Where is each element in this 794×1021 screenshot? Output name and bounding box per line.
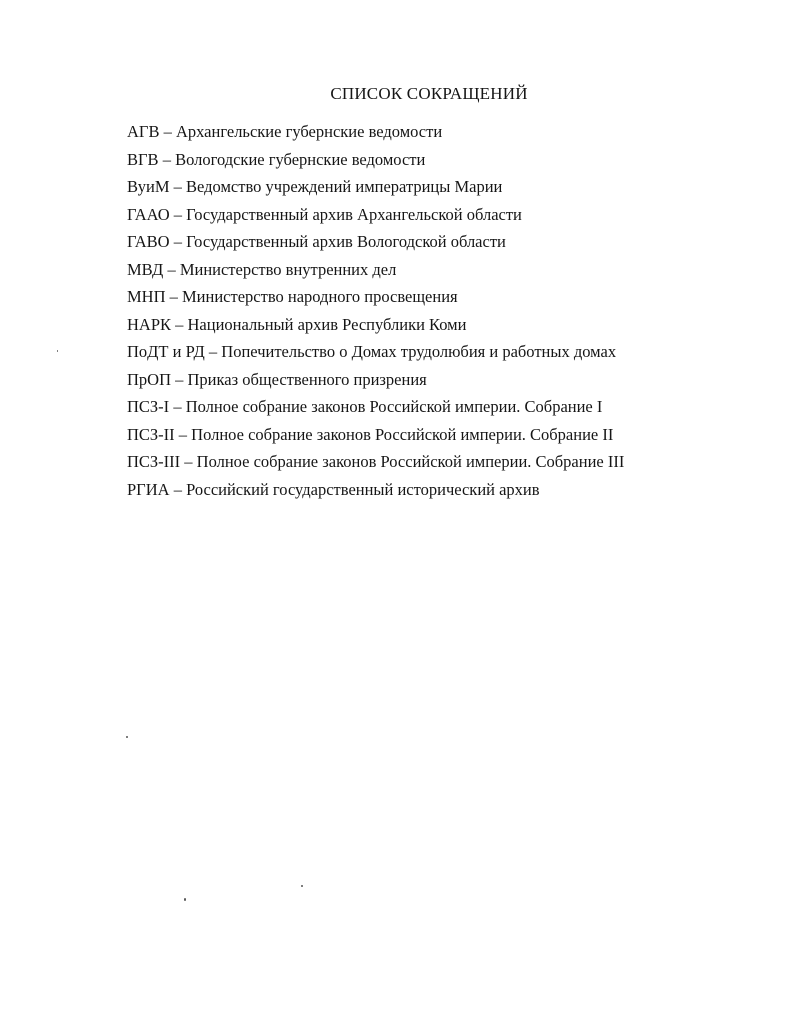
page-title: СПИСОК СОКРАЩЕНИЙ	[330, 84, 528, 103]
abbreviation: АГВ	[127, 122, 160, 141]
abbreviation-entry	[127, 146, 624, 174]
separator: –	[171, 369, 188, 389]
abbreviation: ПСЗ-III	[127, 452, 181, 471]
scan-speck	[126, 736, 128, 738]
abbreviation: ПоДТ и РД	[127, 342, 205, 361]
abbreviation-entry	[127, 173, 624, 201]
abbreviation-entry	[127, 366, 624, 394]
scan-speck	[57, 350, 58, 352]
abbreviation-entry	[127, 256, 624, 284]
abbreviation-list	[127, 118, 624, 503]
abbreviation-entry	[127, 118, 624, 146]
abbreviation-definition: Ведомство учреждений императрицы Марии	[186, 177, 503, 196]
abbreviation-definition: Российский государственный исторический архив	[186, 479, 540, 499]
abbreviation-entry	[127, 421, 624, 449]
abbreviation: ВГВ	[127, 149, 159, 169]
abbreviation-definition: Полное собрание законов Российской империи. Собрание II	[191, 424, 614, 444]
separator: –	[169, 204, 187, 224]
separator: –	[158, 149, 176, 169]
abbreviation-entry	[127, 448, 624, 476]
separator: –	[204, 342, 222, 361]
abbreviation: РГИА	[127, 479, 170, 499]
scan-speck	[301, 885, 303, 887]
abbreviation: НАРК	[127, 314, 172, 334]
abbreviation-definition: Приказ общественного призрения	[187, 369, 427, 389]
abbreviation-entry	[127, 393, 624, 421]
abbreviation-definition: Министерство внутренних дел	[179, 259, 397, 279]
abbreviation-entry	[127, 201, 624, 229]
separator: –	[159, 122, 176, 141]
abbreviation-entry	[127, 228, 624, 256]
abbreviation-definition: Государственный архив Вологодской области	[186, 232, 506, 251]
abbreviation: МНП	[127, 287, 166, 306]
abbreviation-definition: Полное собрание законов Российской империи. Собрание I	[185, 397, 603, 416]
separator: –	[169, 479, 187, 499]
abbreviation: ПрОП	[127, 369, 171, 389]
abbreviation-definition: Полное собрание законов Российской империи. Собрание III	[196, 452, 625, 471]
abbreviation: ПСЗ-I	[127, 397, 170, 416]
separator: –	[163, 259, 180, 279]
separator: –	[174, 424, 192, 444]
abbreviation: ВуиМ	[127, 177, 170, 196]
abbreviation-definition: Попечительство о Домах трудолюбия и работных домах	[221, 342, 617, 361]
abbreviation-definition: Национальный архив Республики Коми	[187, 314, 467, 334]
separator: –	[169, 232, 187, 251]
abbreviation-entry	[127, 476, 624, 504]
separator: –	[165, 287, 183, 306]
abbreviation-definition: Архангельские губернские ведомости	[175, 122, 443, 141]
abbreviation-definition: Государственный архив Архангельской области	[186, 204, 522, 224]
separator: –	[171, 314, 188, 334]
abbreviation: ГААО	[127, 204, 170, 224]
abbreviation-entry	[127, 283, 624, 311]
separator: –	[180, 452, 197, 471]
abbreviation-definition: Вологодские губернские ведомости	[175, 149, 426, 169]
scan-speck	[184, 898, 186, 901]
separator: –	[169, 397, 186, 416]
abbreviation: МВД	[127, 259, 164, 279]
abbreviation-entry	[127, 338, 624, 366]
separator: –	[169, 177, 187, 196]
abbreviation: ПСЗ-II	[127, 424, 175, 444]
abbreviation: ГАВО	[127, 232, 170, 251]
abbreviation-definition: Министерство народного просвещения	[182, 287, 458, 306]
abbreviation-entry	[127, 311, 624, 339]
